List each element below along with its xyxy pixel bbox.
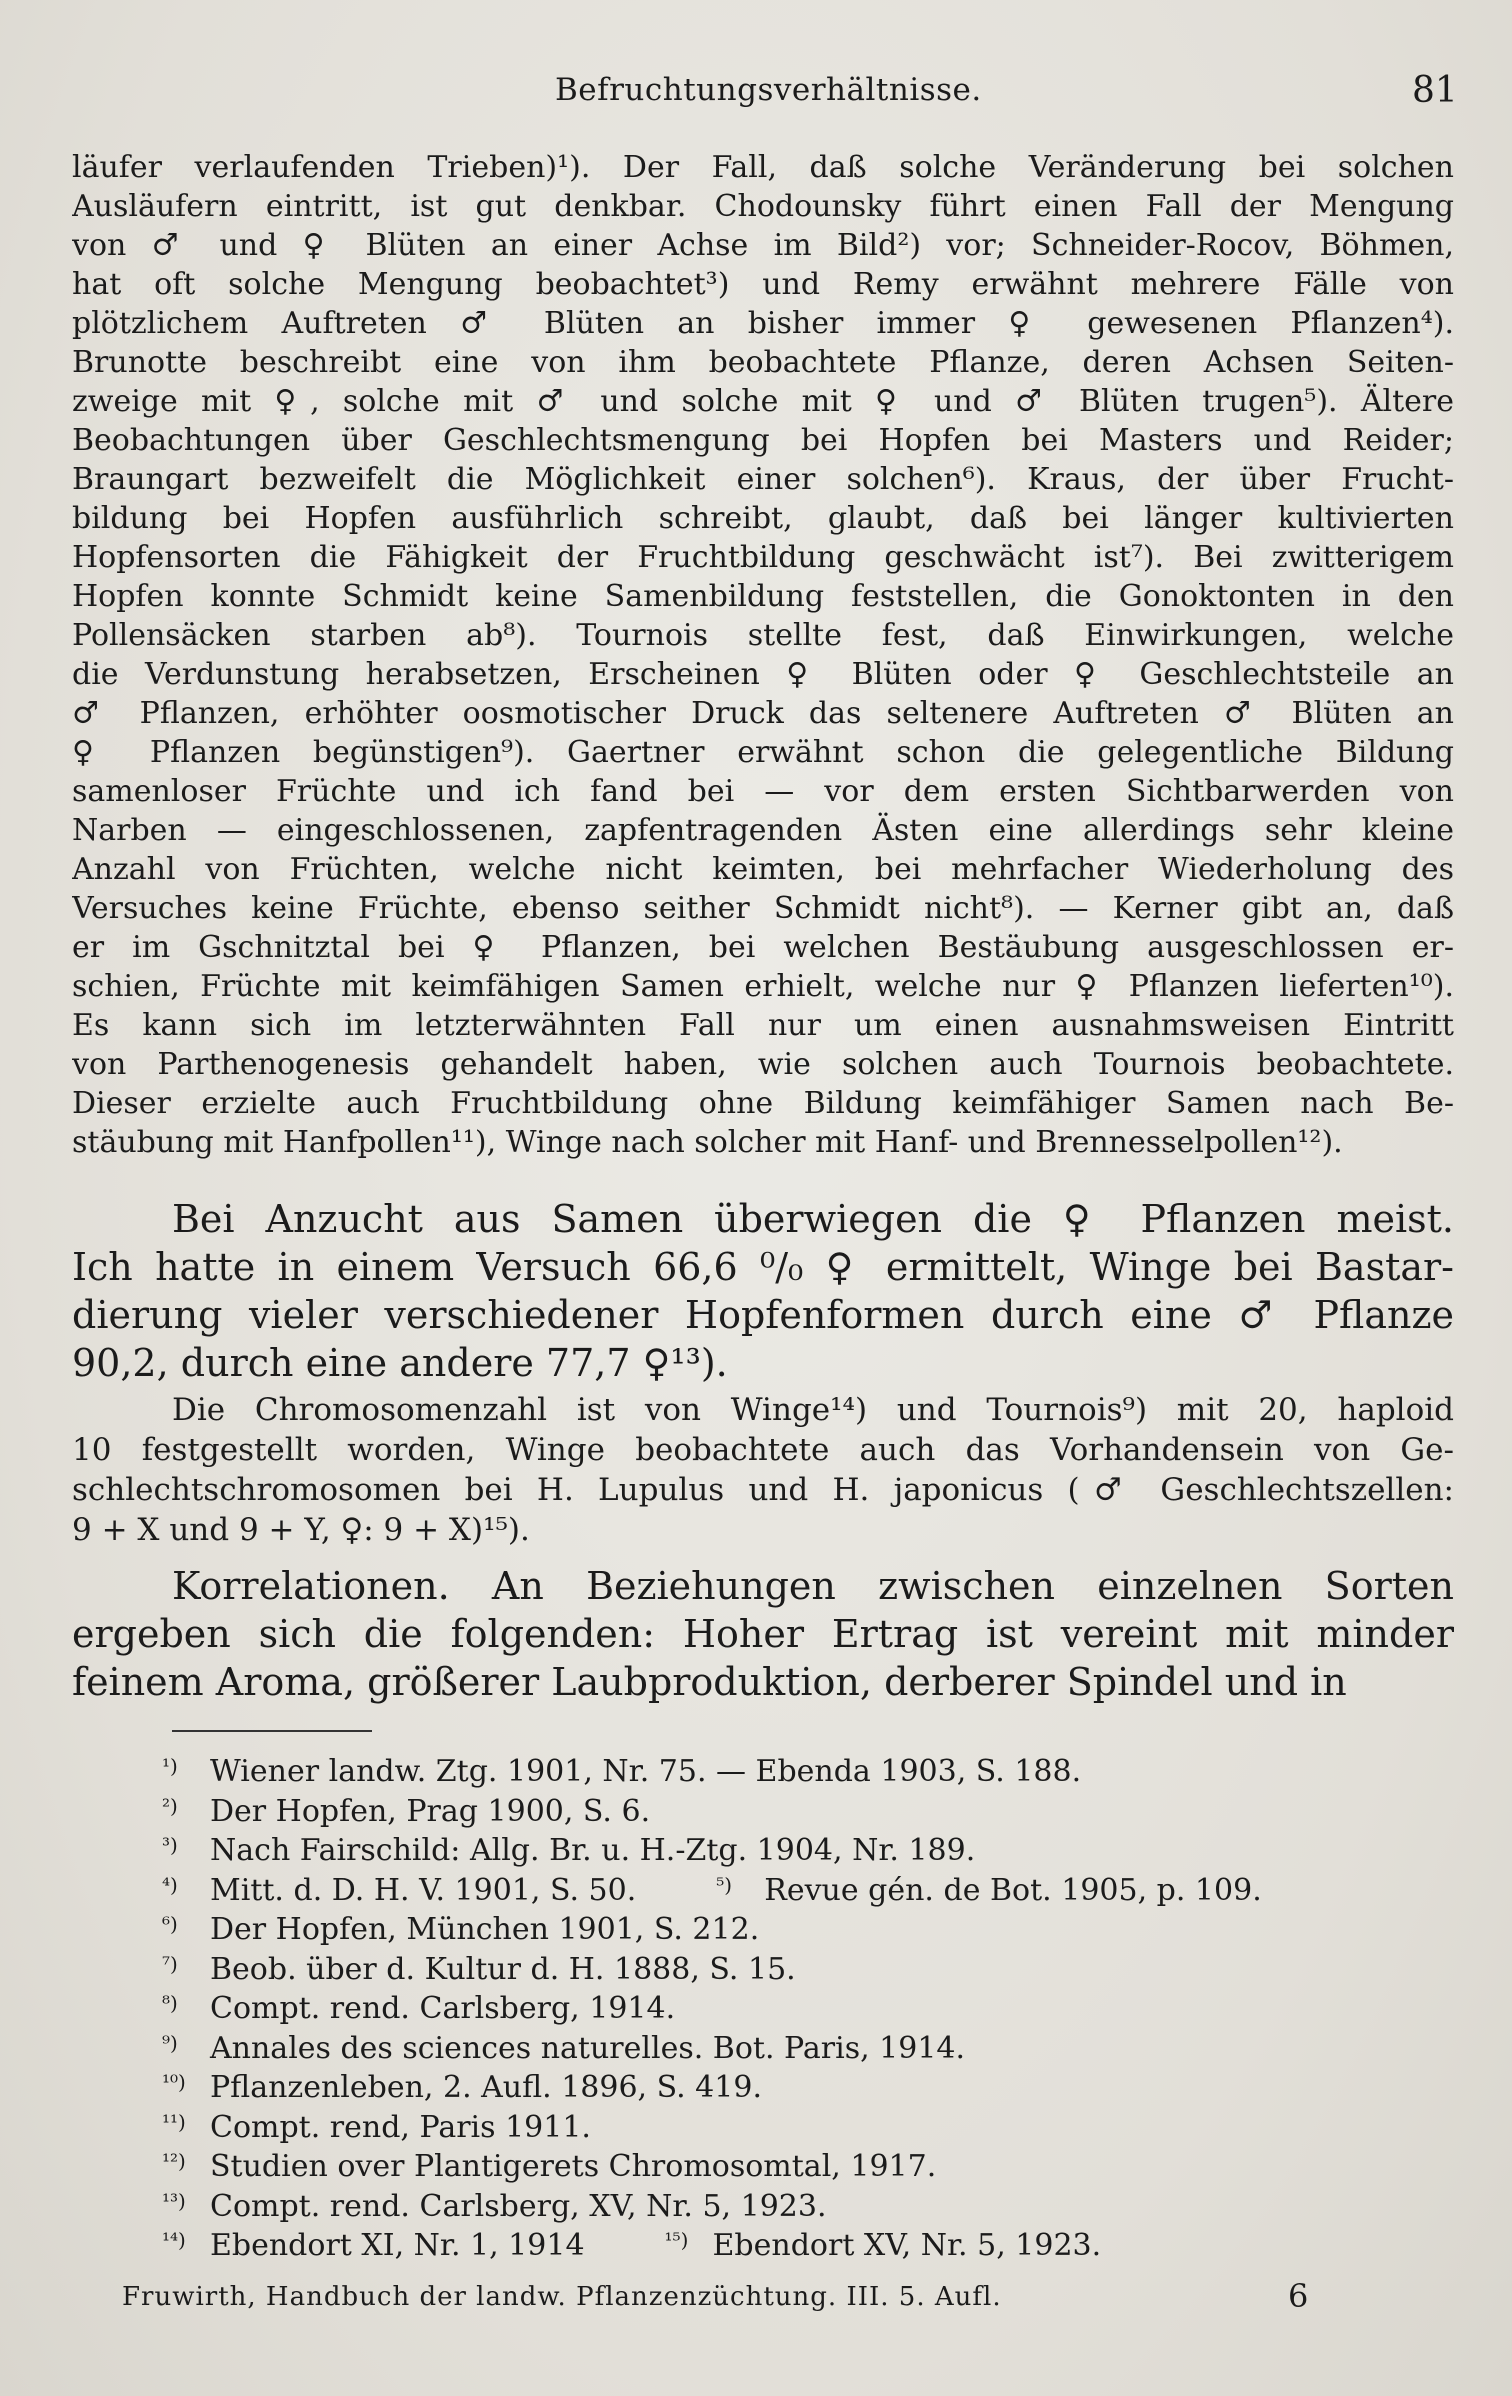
footnote-text: Beob. über d. Kultur d. H. 1888, S. 15. bbox=[210, 1951, 796, 1987]
text-line: Die Chromosomenzahl ist von Winge¹⁴) und Tournois⁹) mit 20, haploid bbox=[172, 1392, 1454, 1428]
footnote-marker: ⁷) bbox=[162, 1951, 178, 1976]
footnote bbox=[162, 1910, 1392, 1950]
korrelationen-paragraph bbox=[72, 1562, 1454, 1706]
text-line: Hopfen konnte Schmidt keine Samenbildung feststellen, die Gonoktonten in den bbox=[72, 579, 1454, 614]
text-line: 9 + X und 9 + Y, ♀: 9 + X)¹⁵). bbox=[72, 1512, 530, 1548]
text-line: 90,2, durch eine andere 77,7 ♀¹³). bbox=[72, 1341, 728, 1385]
footnote-text: Compt. rend. Carlsberg, XV, Nr. 5, 1923. bbox=[210, 2188, 827, 2224]
text-line: Es kann sich im letzterwähnten Fall nur um einen ausnahmsweisen Eintritt bbox=[72, 1008, 1454, 1043]
footnote-text: Revue gén. de Bot. 1905, p. 109. bbox=[764, 1872, 1262, 1908]
footnote-text: Compt. rend, Paris 1911. bbox=[210, 2109, 591, 2145]
footnote-text: Der Hopfen, München 1901, S. 212. bbox=[210, 1912, 760, 1947]
footnote bbox=[162, 2029, 1392, 2069]
footnote-marker: ¹) bbox=[162, 1754, 178, 1778]
footnote bbox=[162, 2226, 1392, 2266]
footnote-marker: ²) bbox=[162, 1793, 178, 1818]
footnote-text: Studien over Plantigerets Chromosomtal, 1917. bbox=[210, 2149, 937, 2184]
text-line: ♂ Pflanzen, erhöhter oosmotischer Druck das seltenere Auftreten ♂ Blüten an bbox=[72, 696, 1454, 731]
text-line: Dieser erzielte auch Fruchtbildung ohne Bildung keimfähiger Samen nach Be- bbox=[72, 1086, 1454, 1121]
footnote-marker: ³) bbox=[162, 1833, 178, 1857]
footnote-text: Annales des sciences naturelles. Bot. Paris, 1914. bbox=[210, 2030, 966, 2066]
text-line: Ausläufern eintritt, ist gut denkbar. Chodounsky führt einen Fall der Mengung bbox=[72, 189, 1454, 224]
footnote bbox=[162, 1989, 1392, 2029]
text-line: Bei Anzucht aus Samen überwiegen die ♀ Pflanzen meist. bbox=[172, 1197, 1454, 1241]
footnote bbox=[162, 1792, 1392, 1832]
footnotes bbox=[162, 1752, 1392, 2266]
footnote-divider bbox=[172, 1730, 372, 1732]
chromosome-paragraph bbox=[72, 1390, 1454, 1550]
footnote bbox=[162, 1752, 1392, 1792]
main-paragraph bbox=[72, 148, 1454, 1162]
footnote-text: Compt. rend. Carlsberg, 1914. bbox=[210, 1991, 676, 2026]
text-line: von Parthenogenesis gehandelt haben, wie solchen auch Tournois beobachtete. bbox=[72, 1047, 1454, 1082]
footnote bbox=[162, 2187, 1392, 2227]
text-line: Braungart bezweifelt die Möglichkeit einer solchen⁶). Kraus, der über Frucht- bbox=[72, 462, 1454, 497]
footnote-text: Der Hopfen, Prag 1900, S. 6. bbox=[210, 1793, 651, 1829]
text-line: von ♂ und ♀ Blüten an einer Achse im Bild²) vor; Schneider-Rocov, Böhmen, bbox=[72, 228, 1454, 263]
running-head: Befruchtungsverhältnisse. bbox=[555, 72, 982, 108]
footnote bbox=[162, 2108, 1392, 2148]
text-line: Brunotte beschreibt eine von ihm beobachtete Pflanze, deren Achsen Seiten- bbox=[72, 345, 1454, 380]
footnote bbox=[162, 1831, 1392, 1871]
footnote-marker: ¹⁰) bbox=[162, 2070, 186, 2094]
text-line: dierung vieler verschiedener Hopfenformen durch eine ♂ Pflanze bbox=[72, 1293, 1454, 1337]
footnote-marker: ¹¹) bbox=[162, 2109, 186, 2134]
text-line: zweige mit ♀, solche mit ♂ und solche mit ♀ und ♂ Blüten trugen⁵). Ältere bbox=[72, 384, 1454, 419]
text-line: samenloser Früchte und ich fand bei — vor dem ersten Sichtbarwerden von bbox=[72, 774, 1454, 809]
text-line: läufer verlaufenden Trieben)¹). Der Fall, daß solche Veränderung bei solchen bbox=[72, 150, 1454, 185]
text-line: er im Gschnitztal bei ♀ Pflanzen, bei welchen Bestäubung ausgeschlossen er- bbox=[72, 930, 1454, 965]
footnote-marker: ⁶) bbox=[162, 1912, 178, 1936]
footnote-text: Nach Fairschild: Allg. Br. u. H.-Ztg. 1904, Nr. 189. bbox=[210, 1833, 976, 1868]
footnote bbox=[162, 2147, 1392, 2187]
footnote bbox=[162, 1950, 1392, 1990]
footnote-marker: ⁴) bbox=[162, 1872, 178, 1897]
text-line: Narben — eingeschlossenen, zapfentragenden Ästen eine allerdings sehr kleine bbox=[72, 813, 1454, 848]
footnote-text: Mitt. d. D. H. V. 1901, S. 50. bbox=[210, 1872, 637, 1908]
footnote-text: Pflanzenleben, 2. Aufl. 1896, S. 419. bbox=[210, 2070, 762, 2105]
text-line: schien, Früchte mit keimfähigen Samen erhielt, welche nur ♀ Pflanzen lieferten¹⁰). bbox=[72, 969, 1454, 1004]
large-paragraph bbox=[72, 1195, 1454, 1387]
text-line: feinem Aroma, größerer Laubproduktion, derberer Spindel und in bbox=[72, 1660, 1347, 1704]
footnote bbox=[162, 2068, 1392, 2108]
text-line: 10 festgestellt worden, Winge beobachtete auch das Vorhandensein von Ge- bbox=[72, 1432, 1454, 1468]
footnote-text: Ebendort XI, Nr. 1, 1914 bbox=[210, 2228, 585, 2263]
text-line: Versuches keine Früchte, ebenso seither Schmidt nicht⁸). — Kerner gibt an, daß bbox=[72, 891, 1454, 926]
footnote-text: Wiener landw. Ztg. 1901, Nr. 75. — Ebenda 1903, S. 188. bbox=[210, 1754, 1082, 1789]
text-line: Pollensäcken starben ab⁸). Tournois stellte fest, daß Einwirkungen, welche bbox=[72, 618, 1454, 653]
footer-source: Fruwirth, Handbuch der landw. Pflanzenzüchtung. III. 5. Aufl. bbox=[122, 2282, 1002, 2312]
footnote-marker: ¹⁴) bbox=[162, 2228, 186, 2252]
footnote-marker: ¹⁵) bbox=[664, 2228, 689, 2252]
page-number: 81 bbox=[1412, 70, 1458, 111]
text-line: bildung bei Hopfen ausführlich schreibt, glaubt, daß bei länger kultivierten bbox=[72, 501, 1454, 536]
footnote-gap bbox=[636, 1871, 716, 1911]
footnote-marker: ⁹) bbox=[162, 2030, 178, 2055]
text-line: Hopfensorten die Fähigkeit der Fruchtbildung geschwächt ist⁷). Bei zwitterigem bbox=[72, 540, 1454, 575]
footnote-marker: ⁵) bbox=[716, 1872, 733, 1897]
text-line: stäubung mit Hanfpollen¹¹), Winge nach solcher mit Hanf- und Brennesselpollen¹²). bbox=[72, 1125, 1343, 1160]
text-line: plötzlichem Auftreten ♂ Blüten an bisher immer ♀ gewesenen Pflanzen⁴). bbox=[72, 306, 1454, 341]
footnote bbox=[162, 1871, 1392, 1911]
footer-signature: 6 bbox=[1288, 2277, 1309, 2315]
text-line: Anzahl von Früchten, welche nicht keimten, bei mehrfacher Wiederholung des bbox=[72, 852, 1454, 887]
footnote-marker: ⁸) bbox=[162, 1991, 178, 2015]
text-line: Ich hatte in einem Versuch 66,6 ⁰/₀ ♀ ermittelt, Winge bei Bastar- bbox=[72, 1245, 1454, 1289]
text-line: schlechtschromosomen bei H. Lupulus und H. japonicus (♂ Geschlechtszellen: bbox=[72, 1472, 1454, 1508]
text-line: die Verdunstung herabsetzen, Erscheinen ♀ Blüten oder ♀ Geschlechtsteile an bbox=[72, 657, 1454, 692]
text-line: hat oft solche Mengung beobachtet³) und Remy erwähnt mehrere Fälle von bbox=[72, 267, 1454, 302]
footnote-marker: ¹³) bbox=[162, 2188, 186, 2213]
footnote-marker: ¹²) bbox=[162, 2149, 186, 2173]
footnote-gap bbox=[585, 2226, 665, 2266]
footnote-text: Ebendort XV, Nr. 5, 1923. bbox=[712, 2228, 1102, 2263]
text-line: ergeben sich die folgenden: Hoher Ertrag ist vereint mit minder bbox=[72, 1612, 1454, 1656]
text-line: ♀ Pflanzen begünstigen⁹). Gaertner erwähnt schon die gelegentliche Bildung bbox=[72, 735, 1454, 770]
text-line: Beobachtungen über Geschlechtsmengung bei Hopfen bei Masters und Reider; bbox=[72, 423, 1454, 458]
text-line: Korrelationen. An Beziehungen zwischen einzelnen Sorten bbox=[172, 1564, 1454, 1608]
